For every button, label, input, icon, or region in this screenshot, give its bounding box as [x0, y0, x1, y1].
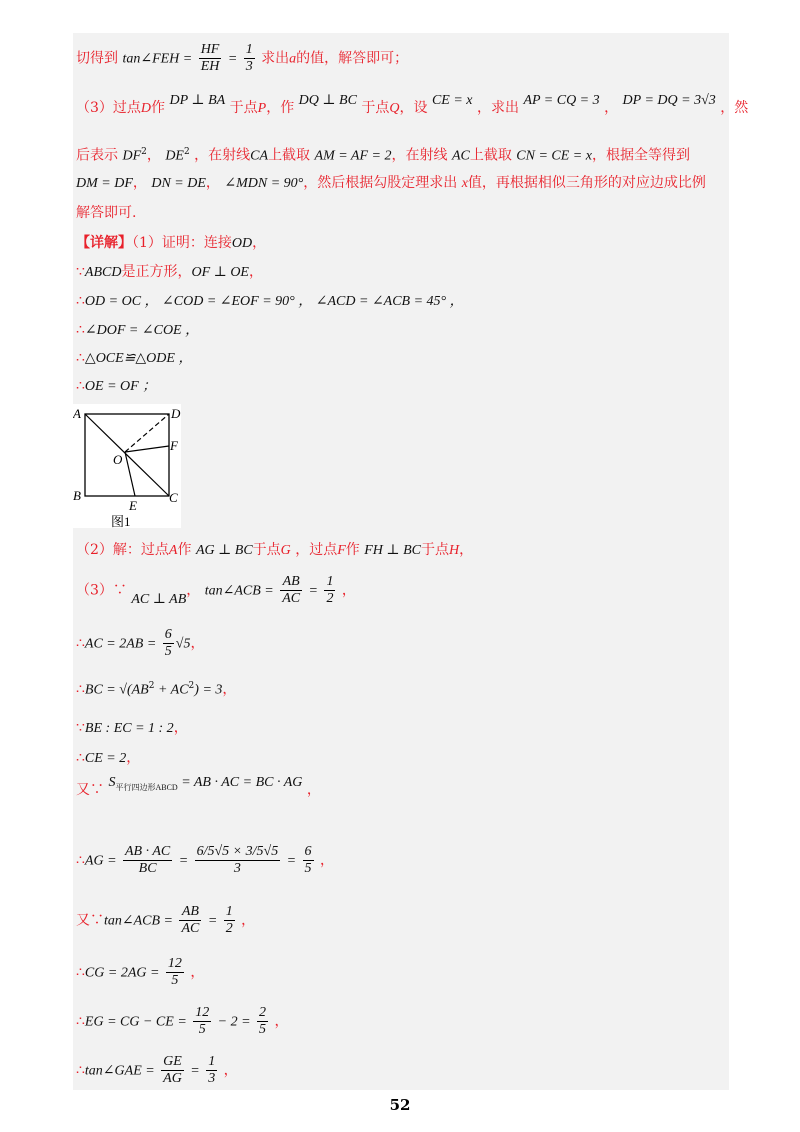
proof-line-3: ∴∠DOF = ∠COE ， [76, 322, 200, 338]
square-diagram [73, 404, 181, 528]
part3-line-11: ∴tan∠GAE = $\frac{GE}{AG}$ = $\frac{1}{3}$ ， [76, 1054, 238, 1086]
analysis-line-3: 后表示 $DF^2$， $DE^2$ ，在射线CA上截取 AM = AF = 2，在射线 AC上截取 CN = CE = x，根据全等得到 [76, 147, 690, 164]
figure-1 [73, 404, 181, 528]
part3-line-7: ∴AG = $\frac{AB \cdot AC}{BC}$ = $\frac{6/5√5 \times 3/5√5}{3}$ = $\frac{6}{5}$ ， [76, 844, 334, 876]
label-o: O [113, 452, 123, 467]
part3-line-8: 又∵tan∠ACB = $\frac{AB}{AC}$ = $\frac{1}{2}$ ， [76, 904, 256, 936]
part3-line-2: ∴AC = 2AB = $\frac{6}{5}$ √5， [76, 627, 205, 659]
label-f: F [170, 438, 178, 453]
part3-line-5: ∴CE = 2， [76, 750, 141, 766]
proof-line-4: ∴△OCE≌△ODE ， [76, 350, 193, 366]
analysis-line-2: （3）过点D作 DP ⊥ BA 于点P，作 DQ ⊥ BC 于点Q，设 CE = x ，求出 AP = CQ = 3 ， DP = DQ = 3√3 ，然 [76, 93, 749, 116]
analysis-line-4: DM = DF， DN = DE， ∠MDN = 90°，然后根据勾股定理求出 x值，再根据相似三角形的对应边成比例 [76, 175, 706, 191]
part2-line: （2）解：过点A作 AG ⊥ BC于点G ，过点F作 FH ⊥ BC于点H， [76, 542, 474, 558]
figure-caption: 图1 [111, 514, 131, 528]
part3-line-4: ∵BE : EC = 1 : 2， [76, 720, 188, 736]
label-b: B [73, 488, 81, 503]
math: tan∠FEH = [122, 51, 193, 67]
part3-line-1: （3）∵ AC ⊥ AB， tan∠ACB = $\frac{AB}{AC}$ = $\frac{1}{2}$ ， [76, 574, 356, 607]
part3-line-10: ∴EG = CG − CE = $\frac{12}{5}$ − 2 = $\frac{2}{5}$ ， [76, 1005, 289, 1037]
analysis-line-5: 解答即可. [76, 205, 137, 221]
label-c: C [169, 490, 178, 505]
part3-line-3: ∴BC = $√(AB^2 + AC^2) = 3$， [76, 681, 237, 698]
analysis-line-1: 切得到 tan∠FEH = $\frac{HF}{EH}$ = $\frac{1}{3}$ 求出a的值，解答即可； [76, 42, 409, 74]
part3-line-9: ∴CG = 2AG = $\frac{12}{5}$ ， [76, 956, 205, 988]
fraction: $\frac{HF}{EH}$ [200, 42, 220, 74]
fraction: $\frac{1}{3}$ [245, 42, 253, 74]
proof-line-2: ∴OD = OC ， ∠COD = ∠EOF = 90° ， ∠ACD = ∠ACB = 45° ， [76, 293, 464, 309]
text: 切得到 [76, 50, 118, 67]
proof-line-1: ∵ABCD是正方形，OF ⊥ OE， [76, 264, 263, 280]
part3-line-6: 又∵ $S_{平行四边形ABCD}$ = AB · AC = BC · AG ， [76, 775, 321, 798]
page-number: 52 [389, 1096, 411, 1114]
label-e: E [129, 498, 137, 513]
proof-line-5: ∴OE = OF ； [76, 378, 157, 394]
label-d: D [171, 406, 181, 421]
label-a: A [73, 406, 81, 421]
solution-header: 【详解】（1）证明：连接OD， [76, 235, 267, 251]
